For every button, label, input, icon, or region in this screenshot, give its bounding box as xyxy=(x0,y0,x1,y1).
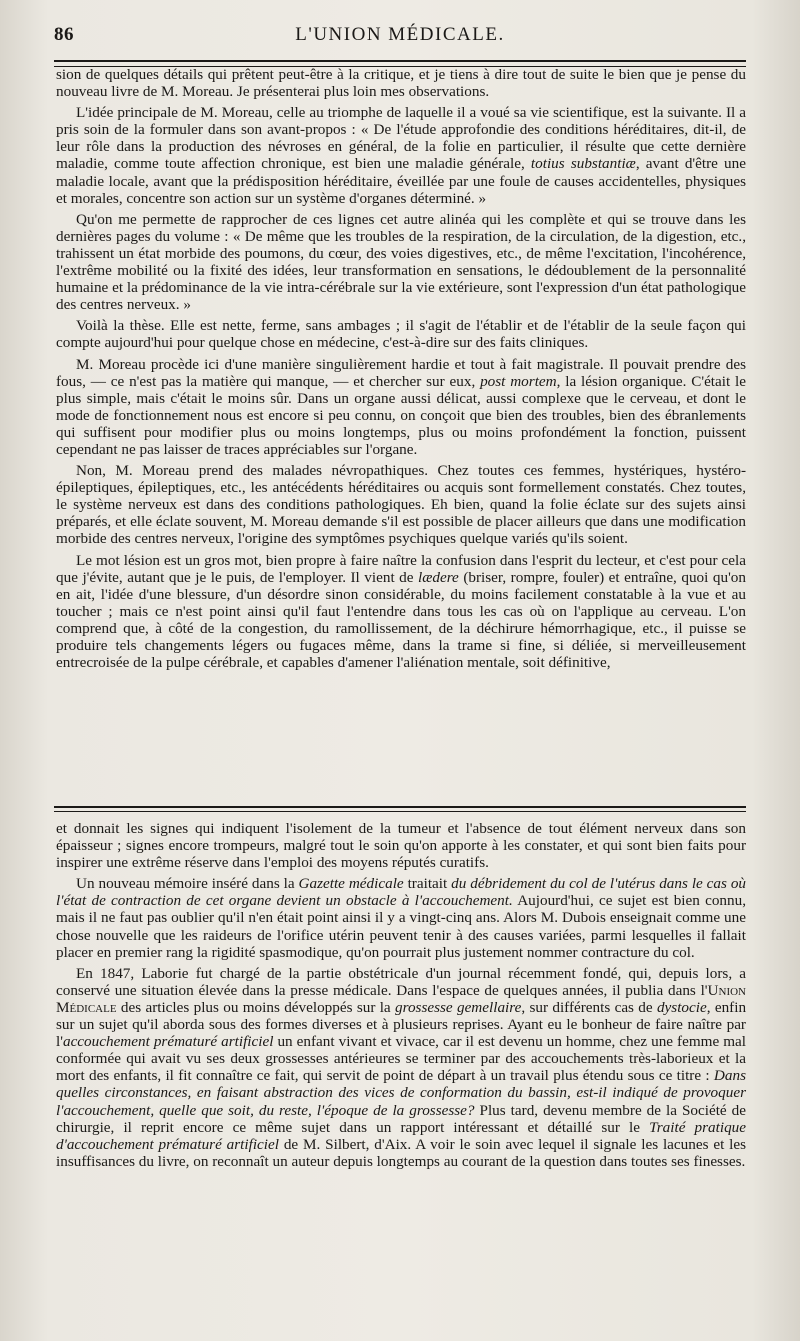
paragraph xyxy=(56,552,746,672)
journal-name: Union Médicale xyxy=(56,981,746,1016)
paragraph xyxy=(56,875,746,960)
paragraph-text: des articles plus ou moins développés sur la xyxy=(120,998,391,1016)
paragraph-text: traitait xyxy=(407,875,448,893)
italic-term: Dans quelles circonstances, en faisant abstraction des vices de conformation du bassin, est-il indiqué de provoquer l'accouchement, quelle que soit, du reste, l'époque de la grossesse? xyxy=(56,1067,746,1119)
italic-term: Traité pratique d'accouchement prématuré artificiel xyxy=(56,1118,747,1153)
paragraph-text: Plus tard, devenu membre de la Société de chirurgie, il reprit encore ce même sujet dans un rapport intéressant et détaillé sur le xyxy=(56,1101,746,1136)
paragraph xyxy=(56,104,746,207)
running-title: L'UNION MÉDICALE. xyxy=(295,24,505,45)
italic-term: accouchement prématuré artificiel xyxy=(62,1033,274,1051)
italic-term: grossesse gemellaire xyxy=(395,998,522,1016)
italic-term: lædere xyxy=(418,568,459,586)
paragraph xyxy=(56,462,746,547)
page-number: 86 xyxy=(54,24,74,45)
section-divider xyxy=(54,806,746,812)
italic-term: du débridement du col de l'utérus dans le cas où l'état de contraction de cet organe devient un obstacle à l'accouchement. xyxy=(56,875,747,910)
paragraph-text: (briser, rompre, fouler) et entraîne, quoi qu'on en ait, l'idée d'une blessure, d'un désordre sinon considérable, du moins facilement constatable à la vue et au toucher ; mais ce n'est point ainsi qu'il faut l'entendre dans tous les cas où on l'applique au cerveau. L'on comprend que, à côté de la congestion, du ramollissement, de la déchirure hémorrhagique, etc., il puisse se produire tels changements légers ou fugaces même, dans la trame si fine, si déliée, si merveilleusement entrecroisée de la pulpe cérébrale, et capables d'amener l'aliénation mentale, soit définitive, xyxy=(56,568,746,672)
paragraph xyxy=(56,965,746,1170)
paragraph-text: Aujourd'hui, ce sujet est bien connu, mais il ne faut pas oublier qu'il n'en était point ainsi il y a vingt-cinq ans. Alors M. Dubois enseignait comme une chose nouvelle que les raideurs de l'orifice utérin peuvent tenir à des causes variées, parmi lesquelles il fallait placer en premier rang la rigidité spasmodique, qu'on pourrait plus justement nommer contracture du col. xyxy=(56,892,746,961)
upper-text-block xyxy=(56,66,746,806)
paragraph-text: M. Moreau procède ici d'une manière singulièrement hardie et tout à fait magistrale. Il pouvait prendre des fous, — ce n'est pas la matière qui manque, — et chercher sur eux, xyxy=(56,355,746,390)
paragraph-text: Voilà la thèse. Elle est nette, ferme, sans ambages ; il s'agit de l'établir et de l'établir de la seule façon qui compte aujourd'hui pour quelque chose en médecine, c'est-à-dire sur des faits cliniques. xyxy=(56,317,746,352)
paragraph-text: Qu'on me permette de rapprocher de ces lignes cet autre alinéa qui les complète et qui se trouve dans les dernières pages du volume : « De même que les troubles de la respiration, de la circulation, de la digestion, etc., trahissent un état morbide des poumons, du cœur, des voies digestives, etc., de même l'excitation, l'incohérence, l'extrême mobilité ou la fixité des idées, leur transformation en sensations, le dédoublement de la personnalité humaine et la prédominance de la vie intra-cérébrale sur la vie extérieure, sont l'expression d'un état pathologique des centres nerveux. » xyxy=(56,210,746,314)
italic-term: post mortem xyxy=(480,372,557,390)
paragraph-text: et donnait les signes qui indiquent l'isolement de la tumeur et l'absence de tout élément nerveux dans son épaisseur ; signes encore trompeurs, malgré tout le soin qu'on apporte à les constater, et qui sont bien faits pour inspirer une extrême réserve dans l'emploi des moyens réputés curatifs. xyxy=(56,820,746,872)
paragraph-text: L'idée principale de M. Moreau, celle au triomphe de laquelle il a voué sa vie scientifique, est la suivante. Il a pris soin de la formuler dans son avant-propos : « De l'étude approfondie des conditions héréditaires, dit-il, de leur rôle dans la production des névroses en général, de la folie en particulier, il résulte que cette dernière maladie, comme toute affection chronique, est bien une maladie générale, xyxy=(56,104,746,173)
paragraph-text: Un nouveau mémoire inséré dans la xyxy=(76,875,295,893)
italic-term: dystocie xyxy=(656,998,707,1016)
paragraph-text: un enfant vivant et vivace, car il est devenu un homme, chez une femme mal conformée qui avait vu ses deux grossesses antérieures se terminer par des accouchements très-laborieux et la mort des enfants, il fit connaître ce fait, qui servit de point de départ à un travail plus étendu sous ce titre : xyxy=(56,1033,747,1085)
paragraph-text: de M. Silbert, d'Aix. A voir le soin avec lequel il signale les lacunes et les insuffisances du livre, on reconnaît un auteur depuis longtemps au courant de la question dans toutes ses finesses. xyxy=(56,1135,747,1170)
paragraph xyxy=(56,317,746,351)
paragraph xyxy=(56,211,746,314)
paragraph xyxy=(56,66,746,100)
paragraph-text: sion de quelques détails qui prêtent peut-être à la critique, et je tiens à dire tout de suite le bien que je pense du nouveau livre de M. Moreau. Je présenterai plus loin mes observations. xyxy=(56,66,746,101)
paragraph-text: , avant d'être une maladie locale, avant que la prédisposition héréditaire, éveillée par une foule de causes accidentelles, physiques et morales, concentre son action sur un système d'organes déterminé. » xyxy=(56,155,746,207)
paragraph-text: En 1847, Laborie fut chargé de la partie obstétricale d'un journal récemment fondé, qui, depuis lors, a conservé une situation élevée dans la presse médicale. Dans l'espace de quelques années, il publia dans l' xyxy=(56,964,746,999)
paragraph-text: , enfin sur un sujet qu'il aborda sous des formes diverses et à plusieurs reprises. Ayant eu le bonheur de faire naître par l' xyxy=(56,998,747,1051)
paragraph-text: , sur différents cas de xyxy=(521,998,653,1016)
italic-term: totius substantiæ xyxy=(530,155,636,173)
paragraph-text: Non, M. Moreau prend des malades névropathiques. Chez toutes ces femmes, hystériques, hystéro-épileptiques, épileptiques, etc., les antécédents héréditaires ou acquis sont formellement constatés. Chez toutes, le système nerveux est dans des conditions pathologiques. Eh bien, quand la folie éclate sur des sujets ainsi préparés, et elle éclate souvent, M. Moreau demande s'il est possible de placer ailleurs que dans une modification morbide des centres nerveux, l'origine des symptômes psychiques quelque variés qu'ils soient. xyxy=(56,462,746,548)
lower-text-block xyxy=(56,820,746,1300)
paragraph-text: Le mot lésion est un gros mot, bien propre à faire naître la confusion dans l'esprit du lecteur, et c'est pour cela que j'évite, autant que je le puis, de l'employer. Il vient de xyxy=(56,551,746,586)
paragraph xyxy=(56,356,746,459)
paragraph-text: , la lésion organique. C'était le plus simple, mais c'était le moins sûr. Dans un organe aussi délicat, aussi complexe que le cerveau, et dont le mode de fonctionnement nous est encore si peu connu, on conçoit que bien des troubles, bien des ébranlements qui suffisent pour modifier plus ou moins longtemps, plus ou moins profondément la fonction, puissent cependant ne pas laisser de traces appréciables sur l'organe. xyxy=(56,372,746,458)
paragraph xyxy=(56,820,746,871)
page-header xyxy=(54,22,746,52)
italic-term: Gazette médicale xyxy=(298,875,404,893)
